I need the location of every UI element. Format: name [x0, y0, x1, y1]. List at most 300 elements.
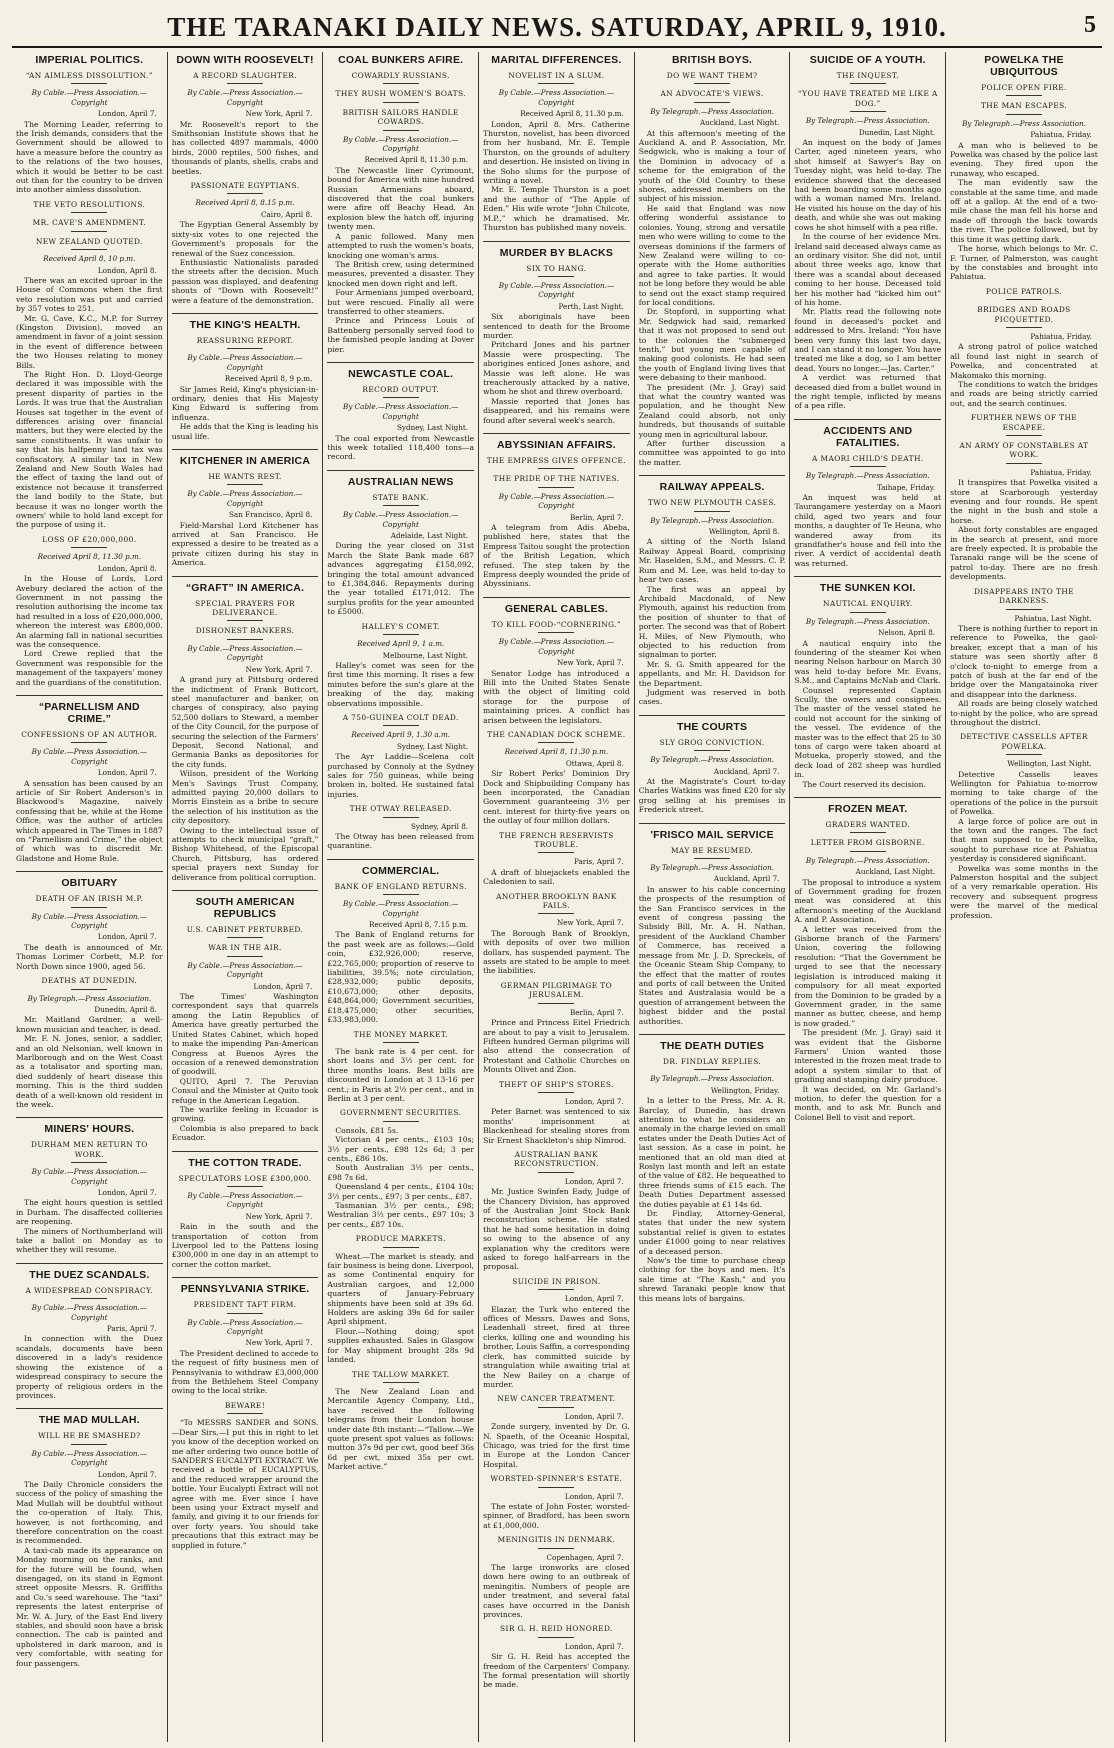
article-paragraph: A large force of police are out in the town and the ranges. The fact that man supposed to be Powelka, sought to purchase rice at Pahiatua yesterday is considered significant. — [950, 816, 1098, 864]
article-heading: SOUTH AMERICAN REPUBLICS — [172, 890, 319, 920]
article-paragraph: In connection with the Duez scandals, documents have been discovered in a lady's residence showing the existence of a widespread conspiracy to secure the property of religious orders in the provinces. — [16, 1334, 163, 1400]
article-dateline: London, April 7. — [564, 1491, 624, 1501]
article-byline: By Telegraph.—Press Association. — [805, 616, 930, 626]
article-paragraph: The British crew, using determined measures, prevented a disaster. They knocked men down right and left. — [327, 259, 475, 288]
article-heading: THE COURTS — [639, 715, 786, 733]
column-6 — [790, 52, 946, 1742]
article-dateline: London, April 7. — [253, 981, 313, 991]
article-paragraph: London, April 8. Mrs. Catherine Thurston, novelist, has been divorced from her husband, Mr. E. Temple Thurston, on the grounds of adultery and desertion. He insisted on living in the Soho slums for the purpose of writing a novel. — [483, 119, 630, 186]
article-byline: By Telegraph.—Press Association. — [650, 863, 774, 873]
article-paragraph: At this afternoon's meeting of the Auckland A. and P. Association, Mr. Sedgwick, who is making a tour of the Dominion in advocacy of a scheme for the emigration of the youth of the Old Country to these shores, addressed members on the subject of his mission. — [638, 128, 786, 204]
article-paragraph: Mr. Maitland Gardner, a well-known musician and teacher, is dead. — [16, 1015, 163, 1034]
article-subheading: DEATHS AT DUNEDIN. — [16, 976, 163, 989]
article-byline: By Telegraph.—Press Association. — [805, 471, 930, 481]
article-paragraph: Owing to the intellectual issue of attempts to check municipal “graft,” Bishop Whitehead, of the Episcopal Church, Pittsburg, has ordered special prayers next Sunday for deliverance from political corruption. — [171, 825, 319, 882]
article-paragraph: The first was an appeal by Archibald Macdonald, of New Plymouth, against his reduction from the position of shunter to that of porter. The second was that of Robert H. Miles, of New Plymouth, who objected to his reduction from signalman to porter. — [638, 584, 786, 660]
article-subheading: THE MONEY MARKET. — [327, 1030, 474, 1043]
article-heading: RAILWAY APPEALS. — [639, 475, 786, 493]
article-subheading: U.S. CABINET PERTURBED. — [172, 925, 319, 938]
article-dateline: New York, April 7. — [245, 1338, 313, 1348]
article-paragraph: Mr. S. G. Smith appeared for the appellants, and Mr. H. Davidson for the Department. — [638, 659, 786, 688]
article-dateline: London, April 7. — [564, 1641, 624, 1651]
article-heading: GENERAL CABLES. — [483, 597, 630, 615]
article-subheading: RECORD OUTPUT. — [327, 385, 474, 398]
article-heading: KITCHENER IN AMERICA — [172, 449, 319, 467]
column-1 — [12, 52, 168, 1742]
article-byline: By Cable.—Press Association.—Copyright — [187, 1190, 303, 1210]
article-subheading: PRESIDENT TAFT FIRM. — [172, 1300, 319, 1313]
article-subheading: SLY GROG CONVICTION. — [639, 738, 786, 751]
article-paragraph: In the course of her evidence Mrs. Ireland said deceased always came as an ordinary visitor. She did not, until about three weeks ago, know that there was a scandal about deceased coming to her house. Deceased told her his mother had “kicked him out” of his home. — [794, 232, 942, 307]
article-dateline: Melbourne, Last Night. — [382, 650, 469, 660]
article-heading: COMMERCIAL. — [327, 859, 474, 877]
article-dateline: Received April 8, 9 p.m. — [224, 374, 313, 384]
article-paragraph: Field-Marshal Lord Kitchener has arrived at San Francisco. He expressed a desire to be treated as a private citizen during his stay in America. — [171, 520, 319, 568]
article-paragraph: Consols, £81 5s. — [335, 1125, 399, 1135]
article-paragraph: Mr. G. Cave, K.C., M.P. for Surrey (Kingston Division), moved an amendment in favor of a joint session in the event of difference between the two Houses relating to money Bills. — [16, 313, 163, 370]
article-dateline: San Francisco, April 8. — [229, 510, 313, 520]
article-byline: By Telegraph.—Press Association. — [650, 755, 774, 765]
article-heading: THE DUEZ SCANDALS. — [16, 1263, 163, 1281]
article-dateline: London, April 7. — [97, 1469, 157, 1479]
article-subheading: WORSTED-SPINNER'S ESTATE. — [483, 1474, 630, 1487]
article-dateline: New York, April 7. — [556, 918, 624, 928]
article-paragraph: The large ironworks are closed down here owing to an outbreak of meningitis. Numbers of people are under treatment, and several fatal cases have occurred in the Danish provinces. — [483, 1563, 630, 1620]
article-paragraph: The man evidently saw the constable at the same time, and made off at a gallop. At the end of a two-mile chase the man fell his horse and made off through the back towards the river. The police followed, but by this time it was getting dark. — [950, 178, 1098, 244]
article-dateline: Berlin, April 7. — [570, 512, 624, 522]
article-dateline: Taihape, Friday. — [876, 482, 936, 492]
article-paragraph: The horse, which belongs to Mr. C. F. Turner, of Palmerston, was caught by the constables and brought into Pahiatua. — [950, 244, 1098, 282]
article-dateline: Sydney, Last Night. — [397, 741, 469, 751]
article-subheading: NOVELIST IN A SLUM. — [483, 71, 630, 84]
article-paragraph: Rain in the south and the transportation of cotton from Liverpool led to the Pattens losing £300,000 in one day in an attempt to corner the cotton market. — [171, 1222, 319, 1269]
article-heading: IMPERIAL POLITICS. — [35, 54, 144, 66]
article-dateline: Wellington, Friday. — [710, 1085, 780, 1095]
article-heading: BRITISH BOYS. — [671, 54, 753, 66]
article-subheading: “AN AIMLESS DISSOLUTION.” — [16, 71, 163, 84]
article-subheading: THE PRIDE OF THE NATIVES. — [483, 474, 630, 487]
article-paragraph: The Court reserved its decision. — [802, 779, 926, 789]
article-paragraph: Wilson, president of the Working Men's Savings Trust Company, admitted paying 20,000 dollars to Morris Einstein as a bribe to secure the selection of his institution as the city depository. — [171, 769, 319, 826]
article-paragraph: A sitting of the North Island Railway Appeal Board, comprising Mr. Haselden, S.M., and Messrs. C. P. Rum and M. Lee, was held to-day to hear two cases. — [638, 537, 786, 585]
article-byline: By Cable.—Press Association.—Copyright — [498, 88, 615, 107]
article-paragraph: A verdict was returned that deceased died from a bullet wound in the right temple, inflicted by means of a pea rifle. — [794, 373, 942, 411]
article-subheading: BRIDGES AND ROADS PICQUETTED. — [950, 305, 1098, 328]
article-paragraph: The Egyptian General Assembly by sixty-six votes to one rejected the Government's proposals for the renewal of the Suez concession. — [171, 220, 319, 258]
article-dateline: Adelaide, Last Night. — [390, 531, 469, 541]
article-heading: MARITAL DIFFERENCES. — [491, 54, 622, 66]
article-byline: By Telegraph.—Press Association. — [805, 116, 930, 126]
article-byline: By Telegraph.—Press Association. — [650, 515, 774, 525]
article-subheading: NAUTICAL ENQUIRY. — [794, 599, 941, 612]
article-byline: Received April 8, 11.30 p.m. — [37, 552, 142, 562]
article-dateline: Sydney, Last Night. — [397, 423, 469, 433]
article-subheading: PASSIONATE EGYPTIANS. — [172, 181, 319, 194]
article-byline: Received April 8, 8.15 p.m. — [195, 198, 295, 208]
article-byline: By Telegraph.—Press Association. — [27, 993, 152, 1003]
article-subheading: LETTER FROM GISBORNE. — [794, 838, 941, 851]
article-paragraph: A strong patrol of police watched all found last night in search of Powelka, and concentrated at Makomako this morning. — [950, 342, 1098, 380]
article-dateline: Wellington, April 8. — [708, 527, 780, 537]
column-4 — [479, 52, 635, 1742]
article-subheading: BRITISH SAILORS HANDLE COWARDS. — [327, 108, 474, 131]
article-paragraph: A man who is believed to be Powelka was chased by the police last evening. They fired upon the runaway, who escaped. — [950, 140, 1098, 178]
article-dateline: New York, April 7. — [245, 1211, 313, 1221]
article-heading: FROZEN MEAT. — [794, 797, 941, 815]
article-subheading: SUICIDE IN PRISON. — [483, 1277, 630, 1290]
article-subheading: DISAPPEARS INTO THE DARKNESS. — [950, 587, 1098, 610]
article-subheading: NEW CANCER TREATMENT. — [483, 1394, 630, 1407]
article-dateline: New York, April 7. — [556, 658, 624, 668]
article-byline: By Cable.—Press Association.—Copyright — [31, 1448, 148, 1468]
article-byline: By Cable.—Press Association.—Copyright — [187, 960, 303, 980]
article-dateline: Paris, April 7. — [573, 857, 624, 867]
article-heading: DOWN WITH ROOSEVELT! — [176, 54, 314, 66]
article-dateline: Auckland, Last Night. — [855, 867, 936, 877]
column-7 — [946, 52, 1102, 1742]
article-paragraph: There is nothing further to report in reference to Powelka, the gaol-breaker, except that a man of his stature was seen shortly after 8 o'clock to-night to emerge from a patch of bush at the far end of the bridge over the Mangatainoka river and disappear into the darkness. — [950, 623, 1098, 699]
article-paragraph: Dr. Stopford, in supporting what Mr. Sedgwick had said, remarked that it was not proposed to send out to the colonies the “submerged tenth,” but young men capable of making good colonists. He had seen the youth of England living lives that were debasing to their manhood. — [638, 307, 786, 383]
article-subheading: THE INQUEST. — [794, 71, 941, 84]
article-paragraph: The Times' Washington correspondent says that quarrels among the Latin Republics of America have greatly perturbed the United States Cabinet, which hoped to make the impending Pan-American Congress at Buenos Ayres the occasion of a renewed demonstration of goodwill. — [171, 992, 319, 1077]
article-dateline: Received April 8, 7.15 p.m. — [369, 920, 469, 930]
article-paragraph: A panic followed. Many men attempted to rush the women's boats, knocking one woman's arms. — [327, 231, 475, 260]
article-dateline: Ottawa, April 8. — [565, 758, 624, 768]
article-subheading: SIX TO HANG. — [483, 264, 630, 277]
article-heading: ABYSSINIAN AFFAIRS. — [483, 433, 630, 451]
article-paragraph: Mr. Justice Swinfen Eady, Judge of the Chancery Division, has approved of the Australian Joint Stock Bank reconstruction scheme. He stated that he had some hesitation in doing so owing to the absence of any explanation why the creditors were asked to forego half-arrears in the proposal. — [483, 1187, 630, 1272]
article-subheading: TWO NEW PLYMOUTH CASES. — [639, 498, 786, 511]
article-paragraph: Zonde surgery, invented by Dr. G. N. Spaeth, of the Oceanic Hospital, Chicago, was tried for the first time in Europe at the London Cancer Hospital. — [483, 1422, 630, 1469]
article-paragraph: He adds that the King is leading his usual life. — [171, 422, 319, 441]
article-paragraph: The Right Hon. D. Lloyd-George declared it was impossible with the present disparity of parties in the Lords. It was true that the Australian Houses sat together in the event of differences arising over financial matters, but they were elected by the same constituents. It was unfair to say that his halfpenny land tax was confiscatory. A similar tax in New Zealand and New South Wales had the effect of taxing the land out of existence not because it transferred the land bodily to the State, but because it was no longer worth the owners' while to hold land except for the purpose of using it. — [16, 369, 163, 530]
article-dateline: London, April 7. — [564, 1176, 624, 1186]
article-paragraph: Queensland 4 per cents., £104 10s; 3½ per cents., £97; 3 per cents., £87. — [327, 1182, 475, 1201]
article-subheading: GERMAN PILGRIMAGE TO JERUSALEM. — [483, 981, 630, 1004]
article-heading: NEWCASTLE COAL. — [327, 362, 474, 380]
article-paragraph: The Newcastle liner Cyrimount, bound for America with nine hundred Russian Armenians aboard, discovered that the coal bunkers were afire off Beachy Head. An explosion blew the hatch off, injuring twenty men. — [327, 165, 475, 232]
article-subheading: WILL HE BE SMASHED? — [16, 1431, 163, 1444]
article-dateline: Auckland, Last Night. — [699, 118, 780, 128]
article-dateline: Nelson, April 8. — [878, 628, 936, 638]
article-paragraph: Prince and Princess Eitel Friedrich are about to pay a visit to Jerusalem. Fifteen hundred German pilgrims will also attend the consecration of Protestant and Catholic Churches on Mounts Olivet and Zion. — [483, 1018, 630, 1075]
article-paragraph: Mr. Roosevelt's report to the Smithsonian Institute shows that he has collected 4897 mammals, 4000 birds, 2000 reptiles, 500 fishes, and thousands of plants, shells, crabs and beetles. — [171, 119, 319, 176]
article-subheading: LOSS OF £20,000,000. — [16, 535, 163, 548]
article-byline: By Cable.—Press Association.—Copyright — [187, 643, 303, 663]
article-subheading: DR. FINDLAY REPLIES. — [639, 1057, 786, 1070]
article-paragraph: A nautical enquiry into the foundering of the steamer Koi when nearing Nelson harbour on March 30 was held to-day before Mr. Evans, S.M., and Captains McNab and Clark. — [794, 638, 942, 686]
article-paragraph: The Borough Bank of Brooklyn, with deposits of over two million dollars, has suspended payment. The assets are stated to be ample to meet the liabilities. — [483, 928, 630, 976]
article-paragraph: He said that England was now offering wonderful assistance to colonies. Young, strong and versatile men who were willing to come to the overseas dominions if the farmers of New Zealand were willing to co-operate with the Home authorities and agree to take parties. It would not be long before they would be able to send out the exact stamp required for local conditions. — [638, 203, 786, 307]
article-paragraph: Judgment was reserved in both cases. — [638, 687, 786, 707]
article-paragraph: Detective Cassells leaves Wellington for Pahiatua to-morrow morning to take charge of the operations of the police in the pursuit of Powelka. — [950, 769, 1098, 817]
article-subheading: SIR G. H. REID HONORED. — [483, 1624, 630, 1637]
article-subheading: A 750-GUINEA COLT DEAD. — [327, 713, 474, 726]
article-subheading: HALLEY'S COMET. — [327, 622, 474, 635]
news-columns — [12, 52, 1102, 1742]
article-subheading: THE FRENCH RESERVISTS TROUBLE. — [483, 831, 630, 854]
column-2 — [168, 52, 324, 1742]
article-subheading: REASSURING REPORT. — [172, 336, 319, 349]
article-byline: By Cable.—Press Association.—Copyright — [187, 353, 303, 372]
article-heading: THE DEATH DUTIES — [639, 1034, 786, 1052]
article-paragraph: Counsel represented Captain Scully, the owners and consignees. The master of the vessel stated he could not account for the sinking of the vessel. The evidence of the master was to the effect that 25 to 30 tons of cargo were taken aboard at Motueka, properly stowed, and the deck load of 282 sheep was hurdled in. — [794, 685, 942, 780]
article-paragraph: The New Zealand Loan and Mercantile Agency Company, Ltd., have received the following telegrams from their London house under date 8th instant:—“Tallow.—We quote present spot values as follows: mutton 37s 9d per cwt, good beef 36s 6d per cwt, mixed 35s per cwt. Market active.” — [327, 1386, 475, 1472]
article-subheading: CONFESSIONS OF AN AUTHOR. — [16, 730, 163, 743]
article-byline: Received April 8, 11.30 p.m. — [504, 747, 609, 757]
article-byline: By Cable.—Press Association.—Copyright — [31, 1303, 148, 1322]
article-paragraph: The Bank of England returns for the past week are as follows:—Gold coin, £32,926,000; reserve, £22,765,000; proportion of reserve to liabilities, 39.5%; note circulation, £28,932,000; public deposits, £10,673,000; other deposits, £48,864,000; Government securities, £18,475,000; other securities, £33,983,000. — [327, 930, 475, 1025]
article-subheading: MENINGITIS IN DENMARK. — [483, 1535, 630, 1548]
article-dateline: London, April 8. — [97, 265, 157, 275]
article-byline: Received April 9, 1.30 a.m. — [351, 730, 451, 740]
article-byline: By Telegraph.—Press Association. — [805, 855, 930, 865]
article-byline: By Cable.—Press Association.—Copyright — [31, 1167, 148, 1186]
article-paragraph: Prince and Princess Louis of Battenberg personally served food to the famished people landing at Dover pier. — [327, 316, 475, 354]
article-byline: By Cable.—Press Association.—Copyright — [498, 637, 615, 656]
article-paragraph: Mr. E. Temple Thurston is a poet and the author of “The Apple of Eden.” His wife wrote “John Chilcote, M.P.,” which he dramatised. Mr. Thurston has published many novels. — [483, 185, 630, 233]
article-subheading: COWARDLY RUSSIANS. — [327, 71, 474, 84]
article-paragraph: The warlike feeling in Ecuador is growing. — [171, 1104, 319, 1124]
article-paragraph: An inquest was held at Taurangamere yesterday on a Maori child, aged two years and four months, a daughter of Te Heuna, who wandered away from its grandfather's house and fell into the river. A verdict of accidental death was returned. — [794, 493, 942, 568]
article-subheading: THE VETO RESOLUTIONS. — [16, 200, 163, 213]
article-paragraph: The proposal to introduce a system of Government grading for frozen meat was considered at this afternoon's meeting of the Auckland A. and P. Association. — [794, 877, 942, 925]
article-subheading: ANOTHER BROOKLYN BANK FAILS. — [483, 892, 630, 915]
article-byline: By Telegraph.—Press Association. — [650, 106, 774, 116]
article-dateline: Cairo, April 8. — [260, 209, 313, 219]
newspaper-title: THE TARANAKI DAILY NEWS. SATURDAY, APRIL 9, 1910. — [167, 12, 947, 42]
article-paragraph: An inquest on the body of James Carter, aged nineteen years, who shot himself at Sawyer's Bay on Tuesday night, was held to-day. The evidence showed that the deceased had been boarding some months ago with a woman named Mrs. Ireland. He visited his house on the day of his death, and while she was out making cows he shot himself with a pea rifle. — [794, 138, 942, 232]
article-heading: PENNSYLVANIA STRIKE. — [172, 1277, 319, 1295]
article-byline: By Cable.—Press Association.—Copyright — [187, 88, 303, 107]
article-subheading: AN ADVOCATE'S VIEWS. — [639, 89, 786, 102]
article-paragraph: A telegram from Adis Abeba, published here, states that the Empress Taitou sought the protection of the British Legation, which refused. The step taken by the Empress deeply wounded the pride of Abyssinians. — [483, 523, 630, 589]
article-paragraph: Mr. Platts read the following note found in deceased's pocket and addressed to Mrs. Ireland: “You have been very funny this last two days, and I can stand it no longer. You have treated me like a dog, so I am better dead. Yours no longer.—Jas. Carter.” — [794, 307, 942, 373]
article-paragraph: The Daily Chronicle considers the success of the policy of smashing the Mad Mullah will be doubtful without the co-operation of Italy. This, however, is not forthcoming, and therefore concentration on the coast is recommended. — [16, 1479, 163, 1546]
article-dateline: London, April 7. — [97, 1188, 157, 1197]
article-paragraph: Now's the time to purchase cheap clothing for the boys and men. It's sale time at “The Kash,” and you shrewd Taranaki people know that this means lots of bargains. — [638, 1256, 786, 1303]
article-subheading: AUSTRALIAN BANK RECONSTRUCTION. — [483, 1150, 630, 1173]
article-paragraph: South Australian 3½ per cents., £98 7s 6d. — [327, 1163, 475, 1182]
article-paragraph: About forty constables are engaged in the search at present, and more are freely expected. It is probable the Taranaki range will be the scene of patrol to-day. There are no fresh developments. — [950, 525, 1098, 582]
article-dateline: Wellington, Last Night. — [1007, 759, 1092, 769]
article-dateline: Paris, April 7. — [106, 1324, 157, 1334]
article-dateline: Berlin, April 7. — [570, 1007, 624, 1017]
article-dateline: Dunedin, April 8. — [94, 1004, 157, 1014]
article-heading: “PARNELLISM AND CRIME.” — [16, 695, 163, 725]
article-subheading: THE TALLOW MARKET. — [327, 1370, 474, 1383]
article-subheading: FURTHER NEWS OF THE ESCAPEE. — [950, 413, 1098, 436]
article-subheading: THE CANADIAN DOCK SCHEME. — [483, 730, 630, 743]
article-subheading: SPECIAL PRAYERS FOR DELIVERANCE. — [172, 599, 319, 622]
article-byline: By Telegraph.—Press Association. — [650, 1074, 774, 1084]
article-subheading: DETECTIVE CASSELLS AFTER POWELKA. — [950, 732, 1098, 755]
article-subheading: A MAORI CHILD'S DEATH. — [794, 454, 941, 467]
article-paragraph: The Ayr Laddie—Scelena colt purchased by Connoly at the Sydney sales for 750 guineas, while being broken in, bolted. He sustained fatal injuries. — [327, 752, 475, 799]
article-paragraph: It transpires that Powelka visited a store at Scarborough yesterday evening and four rounds. He spent the night in the bush and stole a horse. — [950, 478, 1098, 525]
article-paragraph: Elazar, the Turk who entered the offices of Messrs. Dawes and Sons, Leadenhall street, fired at three clerks, killing one and wounding his brother, Louis Saffin, a corresponding clerk, has committed suicide by strangulation while awaiting trial at the New Bailey on a charge of murder. — [483, 1304, 630, 1389]
article-paragraph: In a letter to the Press, Mr. A. R. Barclay, of Dunedin, has drawn attention to what he considers an anomaly in the charge levied on small estates under the Death Duties Act of last session. As a case in point, he mentioned that an old man died at Roslyn last month and left an estate of the value of £82. He bequeathed to three friends sums of £15 each. The Death Duties Department assessed the duties payable at £1 14s 6d. — [638, 1096, 786, 1209]
article-paragraph: Peter Barnet was sentenced to six months' imprisonment at Blackenhead for stealing stores from Sir Ernest Shackleton's ship Nimrod. — [483, 1107, 630, 1145]
article-dateline: Received April 8, 11.30 p.m. — [364, 155, 469, 165]
article-subheading: A RECORD SLAUGHTER. — [172, 71, 319, 84]
article-paragraph: The Otway has been released from quarantine. — [327, 832, 475, 851]
article-paragraph: Enthusiastic Nationalists paraded the streets after the decision. Much passion was displayed, and deafening shouts of “Down with Roosevelt!” were a feature of the demonstration. — [171, 257, 319, 305]
article-paragraph: Mr. F. N. Jones, senior, a saddler, and an old Nelsonian, well known in Marlborough and on the West Coast as a totalisator and sporting man, died suddenly of heart disease this morning. This is the third sudden death of a well-known old resident in the week. — [16, 1034, 163, 1109]
article-subheading: AN ARMY OF CONSTABLES AT WORK. — [950, 441, 1098, 464]
article-dateline: Pahiatua, Friday. — [1030, 467, 1092, 477]
article-paragraph: A draft of bluejackets enabled the Caledonien to sail. — [483, 867, 630, 887]
article-paragraph: A letter was received from the Gisborne branch of the Farmers' Union, covering the following resolution: “That the Government be urged to see that the necessary legislation is introduced making it compulsory for all meat exported from the Dominion to be graded by a Government grader, in the same manner as butter, cheese, and hemp is now graded.” — [794, 924, 942, 1028]
article-subheading: NEW ZEALAND QUOTED. — [16, 237, 163, 250]
article-subheading: STATE BANK. — [327, 493, 474, 506]
article-heading: SUICIDE OF A YOUTH. — [809, 54, 926, 66]
article-byline: By Cable.—Press Association.—Copyright — [31, 88, 148, 107]
article-dateline: New York, April 7. — [245, 664, 313, 674]
article-paragraph: Victorian 4 per cents., £103 10s; 3½ per cents., £98 12s 6d; 3 per cents., £86 10s. — [327, 1135, 475, 1163]
article-heading: MINERS' HOURS. — [16, 1117, 163, 1135]
page-number: 5 — [1084, 12, 1096, 38]
article-subheading: TO KILL FOOD-“CORNERING.” — [483, 620, 630, 633]
article-paragraph: A sensation has been caused by an article of Sir Robert Anderson's in Blackwood's Magazine, naively confessing that he, while at the Home Office, was the author of articles which appeared in The Times in 1887 on “Parnellism and Crime,” the object of which was to discredit Mr. Gladstone and Home Rule. — [16, 778, 163, 863]
article-heading: ACCIDENTS AND FATALITIES. — [794, 419, 941, 449]
article-subheading: A WIDESPREAD CONSPIRACY. — [16, 1286, 163, 1299]
article-subheading: BANK OF ENGLAND RETURNS. — [327, 882, 474, 895]
article-byline: Received April 9, 1 a.m. — [357, 639, 445, 649]
article-byline: By Cable.—Press Association.—Copyright — [343, 899, 459, 918]
article-dateline: Auckland, April 7. — [713, 874, 780, 884]
article-subheading: THEY RUSH WOMEN'S BOATS. — [327, 89, 474, 102]
article-paragraph: The president (Mr. J. Gray) said it was evident that the Gisborne Farmers' Union wanted those interested in the frozen meat trade to adopt a system similar to that of grading and stamping dairy produce. — [794, 1028, 942, 1085]
article-byline: By Cable.—Press Association.—Copyright — [498, 280, 615, 300]
article-subheading: THEFT OF SHIP'S STORES. — [483, 1080, 630, 1093]
article-heading: OBITUARY — [16, 871, 163, 889]
article-subheading: DISHONEST BANKERS. — [172, 626, 319, 639]
article-paragraph: Halley's comet was seen for the first time this morning. It rises a few minutes before the sun's glare at the breaking of the day, making observations impossible. — [327, 660, 475, 708]
article-heading: AUSTRALIAN NEWS — [327, 470, 474, 488]
article-byline: By Cable.—Press Association.—Copyright — [343, 510, 459, 529]
article-paragraph: The conditions to watch the bridges and roads are being strictly carried out, and the search continues. — [950, 379, 1098, 408]
article-dateline: Dunedin, Last Night. — [858, 127, 936, 137]
article-paragraph: The Morning Leader, referring to the Irish demands, considers that the Government should be allowed to have a measure before the country as to the relations of the two houses, which it would be better to be cast out than for the country to be driven into another aimless dissolution. — [16, 119, 163, 195]
article-paragraph: The President declined to accede to the request of fifty business men of Pennsylvania to withdraw £3,000,000 from the Bethlehem Steel Company owing to the local strike. — [171, 1348, 319, 1396]
article-byline: Received April 8, 10 p.m. — [43, 254, 136, 264]
article-dateline: London, April 7. — [564, 1411, 624, 1421]
article-subheading: THE EMPRESS GIVES OFFENCE. — [483, 456, 630, 469]
article-subheading: MR. CAVE'S AMENDMENT. — [16, 218, 163, 231]
article-paragraph: During the year closed on 31st March the State Bank made 687 advances aggregating £158,092, bringing the total amount advanced to £1,384,846. Repayments during the year totalled £171,012. The surplus profits for the year amounted to £5000. — [327, 541, 475, 617]
article-subheading: GRADERS WANTED. — [794, 820, 941, 833]
article-paragraph: Senator Lodge has introduced a Bill into the United States Senate with the object of limiting cold storage for the purpose of maintaining prices. A conflict has arisen between the legislators. — [483, 668, 630, 725]
article-subheading: BEWARE! — [172, 1401, 319, 1414]
article-paragraph: There was an excited uproar in the House of Commons when the first veto resolution was put and carried by 357 votes to 251. — [16, 275, 163, 314]
article-subheading: DURHAM MEN RETURN TO WORK. — [16, 1140, 163, 1163]
article-paragraph: All roads are being closely watched to-night by the police, who are spread throughout the district. — [950, 699, 1098, 727]
article-heading: “GRAFT” IN AMERICA. — [172, 576, 319, 594]
article-paragraph: Sir James Reid, King's physician-in-ordinary, denies that His Majesty King Edward is suffering from influenza. — [171, 384, 319, 422]
article-heading: MURDER BY BLACKS — [483, 241, 630, 259]
article-subheading: THE MAN ESCAPES. — [950, 101, 1098, 114]
article-dateline: Pahiatua, Friday. — [1030, 331, 1092, 341]
article-byline: By Cable.—Press Association.—Copyright — [343, 402, 459, 421]
masthead — [12, 8, 1102, 48]
article-dateline: Received April 8, 11.30 p.m. — [520, 109, 624, 119]
article-dateline: London, April 7. — [97, 768, 157, 778]
article-paragraph: Colombia is also prepared to back Ecuador. — [171, 1123, 319, 1143]
article-paragraph: The coal exported from Newcastle this week totalled 118,400 tons—a record. — [327, 433, 475, 462]
article-subheading: MAY BE RESUMED. — [639, 846, 786, 859]
article-paragraph: Lord Crewe replied that the Government was responsible for the management of the taxpayers' money and the guardians of the constitution. — [16, 649, 163, 687]
article-heading: COAL BUNKERS AFIRE. — [338, 54, 464, 66]
article-byline: By Cable.—Press Association.—Copyright — [187, 1317, 303, 1337]
article-paragraph: Six aboriginals have been sentenced to death for the Broome murder. — [483, 312, 630, 340]
article-paragraph: It was decided, on Mr. Garland's motion, to defer the question for a month, and to ask Mr. Bunch and Colonel Bell to visit and report. — [794, 1084, 942, 1122]
article-subheading: POLICE OPEN FIRE. — [950, 83, 1098, 96]
article-dateline: London, April 7. — [564, 1294, 624, 1304]
article-paragraph: The miners of Northumberland will take a ballot on Monday as to whether they will resume. — [16, 1226, 163, 1255]
article-heading: THE KING'S HEALTH. — [172, 313, 319, 331]
article-byline: By Cable.—Press Association.—Copyright — [31, 911, 148, 931]
article-paragraph: The death is announced of Mr. Thomas Lorimer Corbett, M.P. for North Down since 1900, aged 56. — [16, 942, 163, 971]
article-dateline: London, April 7. — [97, 932, 157, 942]
article-paragraph: Four Armenians jumped overboard, but were rescued. Finally all were transferred to other steamers. — [327, 288, 475, 316]
article-subheading: DO WE WANT THEM? — [639, 71, 786, 84]
article-heading: THE COTTON TRADE. — [172, 1151, 319, 1169]
article-dateline: London, April 7. — [564, 1096, 624, 1106]
article-byline: By Cable.—Press Association.—Copyright — [498, 491, 615, 511]
article-paragraph: In answer to his cable concerning the prospects of the resumption of the San Francisco services in the event of congress passing the Subsidy Bill, Mr. A. H. Nathan, president of the Auckland Chamber of Commerce, has received a message from Mr. J. D. Spreckels, of the Oceanic Steam Ship Company, to the effect that the matter of routes and ports of call between the United States and Australasia would be a question of arrangement between the highest bidder and the postal authorities. — [638, 884, 786, 1026]
article-paragraph: At the Magistrate's Court to-day Charles Watkins was fined £20 for sly grog selling at his premises in Frederick street. — [638, 777, 786, 815]
article-subheading: PRODUCE MARKETS. — [327, 1234, 474, 1247]
article-paragraph: The estate of John Foster, worsted-spinner, of Bradford, has been sworn at £1,000,000. — [483, 1501, 630, 1530]
article-dateline: Pahiatua, Friday. — [1030, 130, 1092, 140]
article-subheading: POLICE PATROLS. — [950, 287, 1098, 300]
article-dateline: Sydney, April 8. — [410, 821, 469, 831]
column-5 — [635, 52, 791, 1742]
article-subheading: THE OTWAY RELEASED. — [327, 804, 474, 817]
article-paragraph: Massie reported that Jones has disappeared, and his remains were found after several week's search. — [483, 396, 630, 425]
article-heading: 'FRISCO MAIL SERVICE — [639, 823, 786, 841]
article-dateline: London, April 8. — [97, 563, 157, 573]
article-subheading: SPECULATORS LOSE £300,000. — [172, 1174, 319, 1187]
article-paragraph: The president (Mr. J. Gray) said that what the country wanted was population, and he thought New Zealand could absorb, not only hundreds, but thousands of suitable young men in agricultural labour. — [638, 382, 786, 439]
article-byline: By Cable.—Press Association.—Copyright — [187, 489, 303, 508]
article-paragraph: The bank rate is 4 per cent. for short loans and 3½ per cent. for three months loans. Best bills are discounted in London at 3 13-16 per cent.; in Paris at 2½ per cent., and in Berlin at 3 per cent. — [327, 1046, 475, 1103]
article-byline: By Cable.—Press Association.—Copyright — [343, 134, 459, 154]
article-paragraph: Tasmanian 3½ per cents., £98; Westralian 3½ per cents., £97 10s; 3 per cents., £87 10s. — [327, 1201, 475, 1229]
article-heading: THE SUNKEN KOI. — [794, 576, 941, 594]
article-heading: POWELKA THE UBIQUITOUS — [984, 54, 1064, 78]
article-paragraph: A grand jury at Pittsburg ordered the indictment of Frank Buttcort, steel manufacturer and banker, on charges of conspiracy, also paying 52,500 dollars to Steward, a member of the City Council, for the purpose of securing the selection of the Farmers' Deposit, Second National, and Germania Banks as depositories for the city funds. — [171, 675, 319, 769]
article-paragraph: Flour.—Nothing doing; spot supplies exhausted. Sales in Glasgow for May shipment brought 28s 9d landed. — [327, 1326, 475, 1365]
article-paragraph: After further discussion a committee was appointed to go into the matter. — [638, 439, 786, 467]
article-paragraph: In the House of Lords, Lord Avebury declared the action of the Government in not passing the resolution authorising the income tax had resulted in a loss of £20,000,000, whereon the interest was £800,000. An alarming fall in national securities was the consequence. — [16, 574, 163, 649]
article-dateline: Auckland, April 7. — [713, 766, 780, 776]
article-paragraph: Sir G. H. Reid has accepted the freedom of the Carpenters' Company. The formal presentation will shortly be made. — [483, 1652, 630, 1690]
article-dateline: Pahiatua, Last Night. — [1014, 613, 1092, 623]
article-subheading: WAR IN THE AIR. — [172, 943, 319, 956]
article-dateline: New York, April 7. — [245, 109, 313, 119]
article-subheading: DEATH OF AN IRISH M.P. — [16, 894, 163, 907]
article-subheading: HE WANTS REST. — [172, 472, 319, 485]
article-paragraph: Dr. Findlay, Attorney-General, states that under the new system substantial relief is given to estates under £1000 going to near relatives of a deceased person. — [638, 1209, 786, 1256]
article-paragraph: Powelka was some months in the Palmerston hospital and the subject of a very remarkable operation. His recovery and subsequent progress were the marvel of the medical profession. — [950, 863, 1098, 920]
article-dateline: Copenhagen, April 7. — [546, 1552, 624, 1562]
article-subheading: GOVERNMENT SECURITIES. — [327, 1108, 474, 1121]
article-paragraph: Sir Robert Perks' Dominion Dry Dock and Shipbuilding Company has been incorporated, the Canadian Government guaranteeing 3½ per cent. interest for thirty-five years on the outlay of four million dollars. — [483, 769, 630, 826]
article-dateline: Perth, Last Night. — [558, 301, 624, 311]
article-heading: THE MAD MULLAH. — [16, 1408, 163, 1426]
